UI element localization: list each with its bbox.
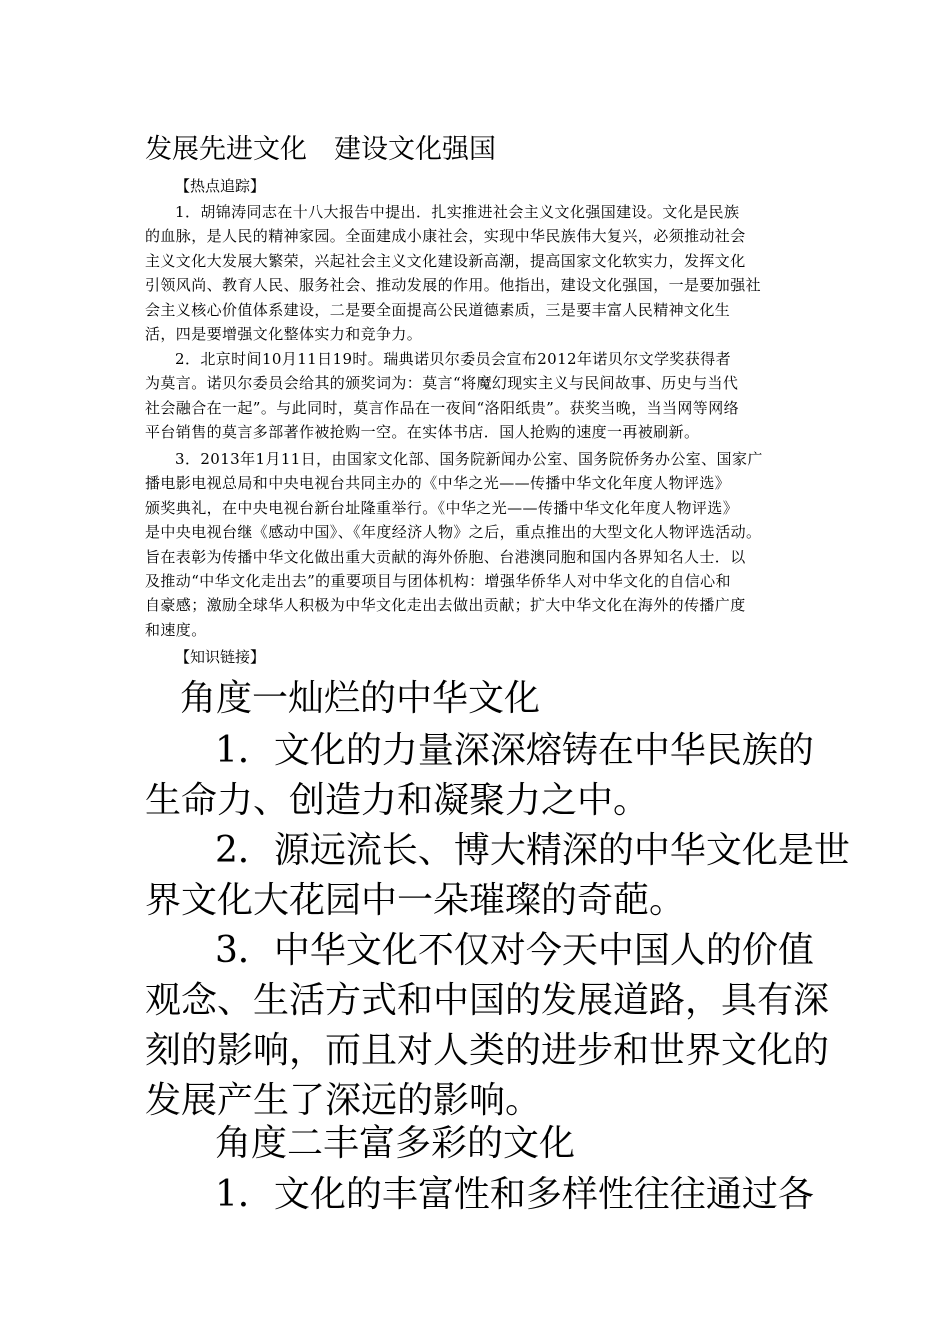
hot-p1-line: 会主义核心价值体系建设，二是要全面提高公民道德素质，三是要丰富人民精神文化生 xyxy=(145,300,731,319)
angle1-item-3 xyxy=(145,926,830,1126)
angle2-item-line: 1．文化的丰富性和多样性往往通过各 xyxy=(215,1174,814,1215)
document-title: 发展先进文化 建设文化强国 xyxy=(145,134,496,165)
hot-p2-line: 社会融合在一起”。与此同时，莫言作品在一夜间“洛阳纸贵”。获奖当晚，当当网等网络 xyxy=(145,398,740,417)
angle1-item-line: 刻的影响，而且对人类的进步和世界文化的 xyxy=(145,1030,830,1071)
hot-p1-line: 活，四是要增强文化整体实力和竞争力。 xyxy=(145,325,423,344)
hot-p3-line: 旨在表彰为传播中华文化做出重大贡献的海外侨胞、台港澳同胞和国内各界知名人士．以 xyxy=(145,547,746,566)
hot-p1-line: 的血脉，是人民的精神家园。全面建成小康社会，实现中华民族伟大复兴，必须推动社会 xyxy=(145,227,746,246)
hot-p3-line: 3．2013年1月11日，由国家文化部、国务院新闻办公室、国务院侨务办公室、国家广 xyxy=(175,450,763,468)
hot-topic-tag: 【热点追踪】 xyxy=(175,177,266,195)
hot-p1-line: 1．胡锦涛同志在十八大报告中提出．扎实推进社会主义文化强国建设。文化是民族 xyxy=(175,203,740,221)
hot-p3-line: 是中央电视台继《感动中国》、《年度经济人物》之后，重点推出的大型文化人物评选活动。 xyxy=(145,523,762,542)
angle2-item-1 xyxy=(145,1170,815,1220)
angle1-item-1 xyxy=(145,726,815,826)
hot-paragraph-1 xyxy=(145,200,807,346)
hot-p3-line: 自豪感；激励全球华人积极为中华文化走出去做出贡献；扩大中华文化在海外的传播广度 xyxy=(145,596,746,615)
angle2-heading: 角度二丰富多彩的文化 xyxy=(215,1123,576,1164)
hot-p2-line: 为莫言。诺贝尔委员会给其的颁奖词为：莫言“将魔幻现实主义与民间故事、历史与当代 xyxy=(145,374,739,393)
angle1-heading: 角度一灿烂的中华文化 xyxy=(180,678,541,719)
angle1-item-line: 生命力、创造力和凝聚力之中。 xyxy=(145,780,650,821)
knowledge-link-tag: 【知识链接】 xyxy=(175,648,266,666)
hot-p3-line: 颁奖典礼，在中央电视台新台址隆重举行。《中华之光——传播中华文化年度人物评选》 xyxy=(145,498,739,517)
hot-p1-line: 引领风尚、教育人民、服务社会、推动发展的作用。他指出，建设文化强国，一是要加强社 xyxy=(145,276,762,295)
hot-p3-line: 播电影电视总局和中央电视台共同主办的《中华之光——传播中华文化年度人物评选》 xyxy=(145,474,731,493)
hot-paragraph-2 xyxy=(145,347,807,445)
angle1-item-line: 观念、生活方式和中国的发展道路，具有深 xyxy=(145,980,830,1021)
angle1-item-2 xyxy=(145,826,850,926)
angle1-item-line: 2．源远流长、博大精深的中华文化是世 xyxy=(215,830,850,871)
hot-p3-line: 和速度。 xyxy=(145,620,207,639)
angle1-item-line: 3．中华文化不仅对今天中国人的价值 xyxy=(215,930,814,971)
hot-paragraph-3 xyxy=(145,447,807,642)
hot-p2-line: 平台销售的莫言多部著作被抢购一空。在实体书店．国人抢购的速度一再被刷新。 xyxy=(145,423,700,442)
hot-p1-line: 主义文化大发展大繁荣，兴起社会主义文化建设新高潮，提高国家文化软实力，发挥文化 xyxy=(145,251,746,270)
hot-p3-line: 及推动“中华文化走出去”的重要项目与团体机构：增强华侨华人对中华文化的自信心和 xyxy=(145,572,731,591)
angle1-item-line: 界文化大花园中一朵璀璨的奇葩。 xyxy=(145,880,686,921)
angle1-item-line: 1．文化的力量深深熔铸在中华民族的 xyxy=(215,730,814,771)
hot-p2-line: 2．北京时间10月11日19时。瑞典诺贝尔委员会宣布2012年诺贝尔文学奖获得者 xyxy=(175,350,731,368)
angle1-item-line: 发展产生了深远的影响。 xyxy=(145,1080,542,1121)
